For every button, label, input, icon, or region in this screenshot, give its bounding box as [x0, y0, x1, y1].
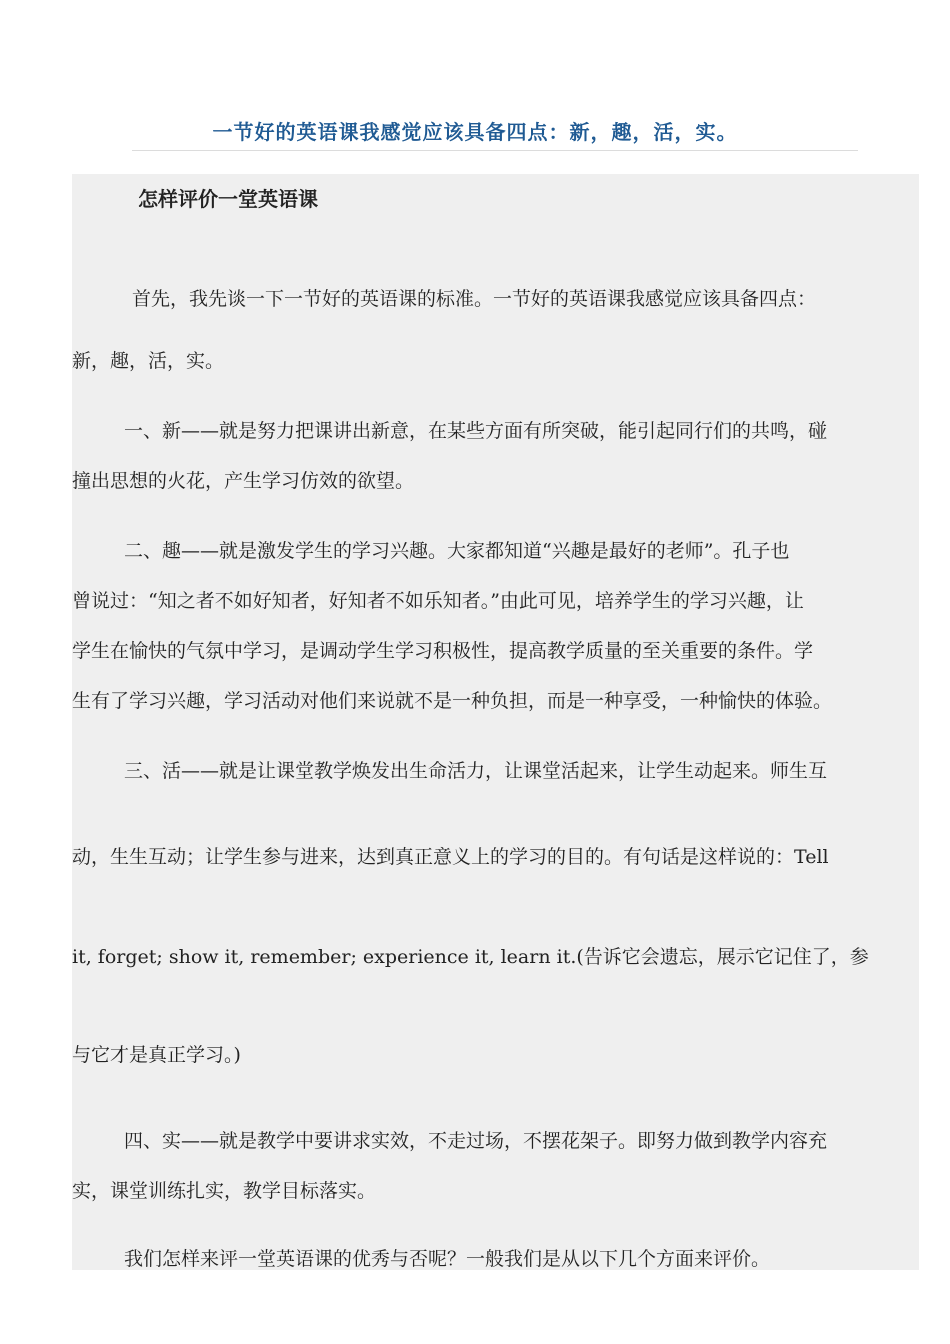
- paragraph-line: 二、趣——就是激发学生的学习兴趣。大家都知道“兴趣是最好的老师”。孔子也: [124, 540, 790, 562]
- paragraph-line: 一、新——就是努力把课讲出新意，在某些方面有所突破，能引起同行们的共鸣，碰: [124, 420, 828, 442]
- paragraph-line: 三、活——就是让课堂教学焕发出生命活力，让课堂活起来，让学生动起来。师生互: [124, 760, 828, 782]
- paragraph-line: 学生在愉快的气氛中学习，是调动学生学习积极性，提高教学质量的至关重要的条件。学: [72, 640, 814, 662]
- paragraph-line: 实，课堂训练扎实，教学目标落实。: [72, 1180, 377, 1202]
- section-heading: 怎样评价一堂英语课: [138, 187, 318, 211]
- paragraph-line: 动，生生互动；让学生参与进来，达到真正意义上的学习的目的。有句话是这样说的：Tell: [72, 846, 829, 868]
- paragraph-line: it, forget; show it, remember; experience it, learn it.(告诉它会遗忘，展示它记住了，参: [72, 946, 869, 968]
- page-title: 一节好的英语课我感觉应该具备四点：新，趣，活，实。: [212, 120, 738, 144]
- paragraph-line: 首先，我先谈一下一节好的英语课的标准。一节好的英语课我感觉应该具备四点：: [132, 288, 817, 310]
- paragraph-line: 新，趣，活，实。: [72, 350, 225, 372]
- paragraph-line: 我们怎样来评一堂英语课的优秀与否呢？一般我们是从以下几个方面来评价。: [124, 1248, 771, 1270]
- title-divider: [132, 150, 858, 151]
- paragraph-line: 曾说过：“知之者不如好知者，好知者不如乐知者。”由此可见，培养学生的学习兴趣，让: [72, 590, 804, 612]
- paragraph-line: 与它才是真正学习。): [72, 1044, 241, 1066]
- paragraph-line: 四、实——就是教学中要讲求实效，不走过场，不摆花架子。即努力做到教学内容充: [124, 1130, 828, 1152]
- paragraph-line: 生有了学习兴趣，学习活动对他们来说就不是一种负担，而是一种享受，一种愉快的体验。: [72, 690, 833, 712]
- paragraph-line: 撞出思想的火花，产生学习仿效的欲望。: [72, 470, 415, 492]
